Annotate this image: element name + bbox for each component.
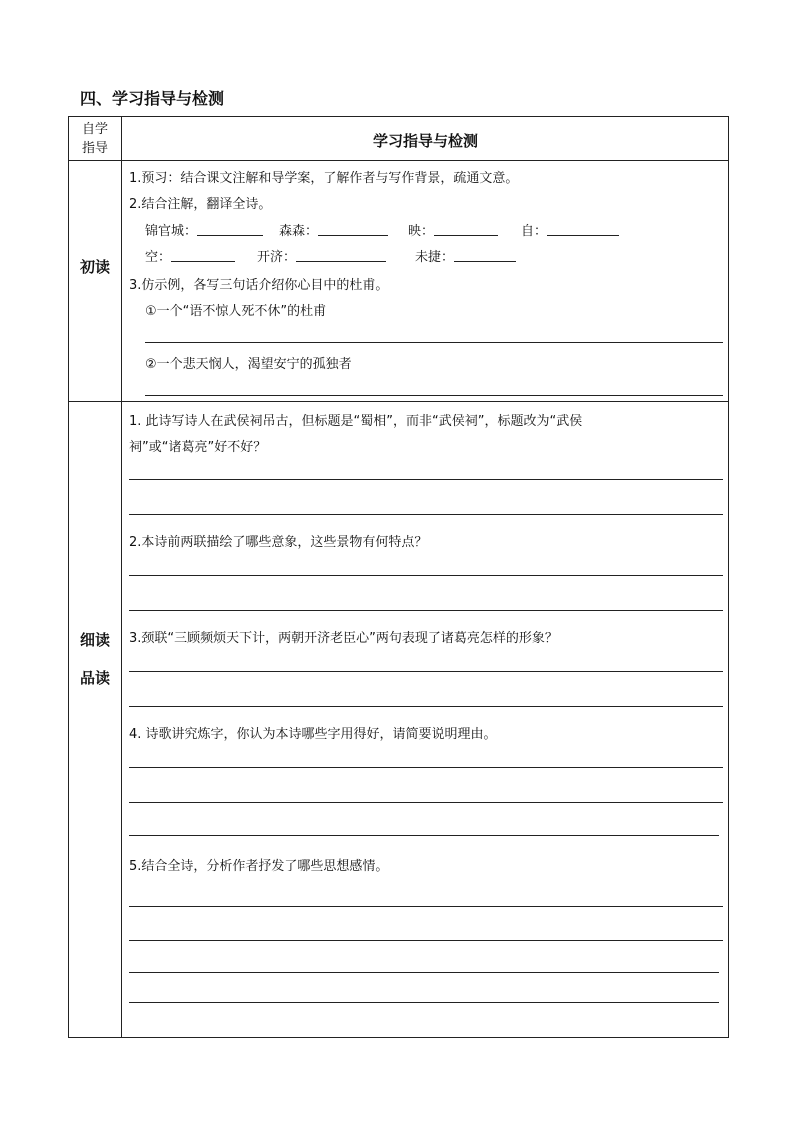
answer-line[interactable]	[129, 671, 723, 672]
row-label-xidu	[69, 621, 121, 697]
header-side-line: 指导	[81, 141, 108, 156]
describe-dufu-task: 3.仿示例，各写三句话介绍你心目中的杜甫。	[129, 278, 389, 293]
header-side-line: 自学	[81, 122, 108, 137]
answer-line[interactable]	[129, 514, 723, 515]
row-divider	[69, 401, 728, 402]
question-4: 4. 诗歌讲究炼字，你认为本诗哪些字用得好，请简要说明理由。	[129, 727, 497, 742]
answer-line[interactable]	[129, 835, 719, 836]
header-side-label	[69, 120, 121, 158]
term-item: 森森：	[279, 220, 388, 239]
term-item: 空：	[145, 246, 235, 265]
question-5: 5.结合全诗，分析作者抒发了哪些思想感情。	[129, 859, 389, 874]
example-one: ①一个“语不惊人死不休”的杜甫	[145, 304, 327, 319]
answer-line[interactable]	[129, 1002, 719, 1003]
answer-line[interactable]	[145, 395, 723, 396]
answer-line[interactable]	[129, 610, 723, 611]
study-guide-table	[68, 116, 729, 1038]
question-3: 3.颈联“三顾频烦天下计，两朝开济老臣心”两句表现了诸葛亮怎样的形象？	[129, 631, 558, 646]
answer-line[interactable]	[129, 706, 723, 707]
column-divider	[121, 117, 122, 1037]
section-heading: 四、学习指导与检测	[80, 89, 225, 108]
example-two: ②一个悲天悯人，渴望安宁的孤独者	[145, 357, 352, 372]
term-item: 自：	[521, 220, 619, 239]
term-item: 开济：	[257, 246, 386, 265]
question-1-line-1: 1. 此诗写诗人在武侯祠吊古，但标题是“蜀相”，而非“武侯祠”，标题改为“武侯	[129, 414, 583, 429]
table-title: 学习指导与检测	[372, 132, 478, 150]
answer-line[interactable]	[129, 802, 723, 803]
answer-line[interactable]	[129, 479, 723, 480]
term-item: 映：	[408, 220, 498, 239]
row-label-line: 品读	[79, 669, 110, 687]
question-1-line-2: 祠”或“诸葛亮”好不好？	[129, 440, 267, 455]
row-label-chudu: 初读	[79, 258, 110, 276]
term-item: 未捷：	[415, 246, 516, 265]
term-item: 锦官城：	[145, 220, 263, 239]
answer-line[interactable]	[129, 575, 723, 576]
answer-line[interactable]	[129, 940, 723, 941]
answer-line[interactable]	[129, 906, 723, 907]
preview-task: 1.预习：结合课文注解和导学案，了解作者与写作背景，疏通文意。	[129, 171, 519, 186]
row-label-line: 细读	[79, 631, 110, 649]
translate-task: 2.结合注解，翻译全诗。	[129, 197, 272, 212]
question-2: 2.本诗前两联描绘了哪些意象，这些景物有何特点？	[129, 535, 428, 550]
answer-line[interactable]	[145, 342, 723, 343]
row-divider	[69, 160, 728, 161]
answer-line[interactable]	[129, 767, 723, 768]
answer-line[interactable]	[129, 972, 719, 973]
